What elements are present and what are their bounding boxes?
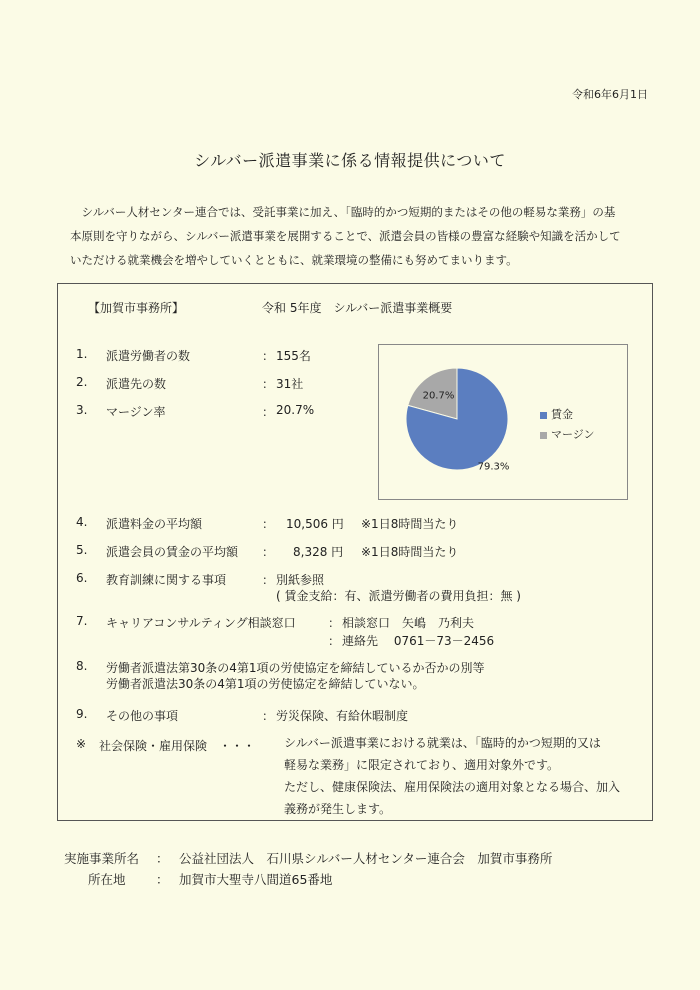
item-note: ※1日8時間当たり (361, 517, 459, 531)
footer-colon: ： (156, 872, 169, 887)
item-colon: ： (262, 573, 275, 587)
item-number: 9. (76, 707, 88, 721)
item-colon: ： (262, 517, 275, 531)
pie-chart (379, 345, 629, 501)
item-label: 派遣会員の賃金の平均額 (106, 545, 239, 559)
item-value: 31社 (276, 377, 304, 391)
note-line: 義務が発生します。 (284, 802, 392, 816)
item-label: 労働者派遣法第30条の4第1項の労使協定を締結しているか否かの別等 (106, 661, 485, 675)
item-value: 相談窓口 矢嶋 乃利夫 (342, 616, 475, 630)
item-colon: ： (262, 545, 275, 559)
item-number: 5. (76, 543, 88, 557)
footer-colon: ： (156, 851, 169, 866)
note-line: シルバー派遣事業における就業は、「臨時的かつ短期的又は (284, 736, 601, 750)
intro-line: いただける就業機会を増やしていくとともに、就業環境の整備にも努めてまいります。 (70, 253, 518, 267)
office-value: 公益社団法人 石川県シルバー人材センター連合会 加賀市事務所 (179, 851, 553, 866)
legend-swatch (540, 412, 547, 419)
item-value: 別紙参照 (276, 573, 325, 587)
item-number: 4. (76, 515, 88, 529)
item-colon: ： (262, 377, 275, 391)
address-value: 加賀市大聖寺八間道65番地 (179, 872, 333, 887)
note-marker: ※ (76, 737, 87, 751)
item-label: その他の事項 (106, 709, 179, 723)
item-value: 10,506 円 (286, 517, 344, 531)
intro-paragraph (70, 200, 645, 272)
item-colon: ： (262, 349, 275, 363)
item-number: 2. (76, 375, 88, 389)
item-number: 7. (76, 614, 88, 628)
item-label: 派遣先の数 (106, 377, 167, 391)
item-label: マージン率 (106, 405, 166, 419)
legend-item-wage (540, 406, 573, 422)
item-number: 3. (76, 403, 88, 417)
item-colon: ： (262, 405, 275, 419)
note-label: 社会保険・雇用保険 ・・・ (99, 739, 256, 753)
item-colon: ： (328, 616, 341, 630)
note-text (284, 732, 636, 820)
office-label: 実施事業所名 (64, 851, 140, 866)
summary-heading: 令和 5年度 シルバー派遣事業概要 (262, 301, 453, 315)
item-colon: ： (262, 709, 275, 723)
item-label: 派遣料金の平均額 (106, 517, 203, 531)
item-label: 教育訓練に関する事項 (106, 573, 227, 587)
item-value-detail: ( 賃金支給：有、派遣労働者の費用負担：無 ) (276, 589, 521, 603)
item-value-detail: 連絡先 0761－73－2456 (342, 634, 495, 648)
item-label: 派遣労働者の数 (106, 349, 191, 363)
office-heading: 【加賀市事務所】 (88, 301, 185, 315)
issue-date: 令和6年6月1日 (572, 88, 648, 101)
item-value: 8,328 円 (293, 545, 344, 559)
item-colon: ： (328, 634, 341, 648)
item-label: キャリアコンサルティング相談窓口 (106, 616, 296, 630)
note-line: 軽易な業務」に限定されており、適用対象外です。 (284, 758, 560, 772)
item-number: 1. (76, 347, 88, 361)
note-line: ただし、健康保険法、雇用保険法の適用対象となる場合、加入 (284, 780, 621, 794)
item-label-detail: 労働者派遣法30条の4第1項の労使協定を締結していない。 (106, 677, 425, 691)
intro-line: シルバー人材センター連合では、受託事業に加え、「臨時的かつ短期的またはその他の軽易な業務」の基 (81, 205, 616, 219)
legend-swatch (540, 432, 547, 439)
pie-data-label: 20.7% (422, 390, 455, 402)
item-value: 155名 (276, 349, 311, 363)
item-value: 労災保険、有給休暇制度 (276, 709, 409, 723)
legend-label: 賃金 (551, 408, 573, 421)
item-value: 20.7% (276, 403, 315, 417)
item-number: 6. (76, 571, 88, 585)
pie-chart-frame (378, 344, 628, 500)
item-note: ※1日8時間当たり (361, 545, 459, 559)
legend-item-margin (540, 426, 595, 442)
item-number: 8. (76, 659, 88, 673)
pie-data-label: 79.3% (477, 461, 510, 473)
intro-line: 本原則を守りながら、シルバー派遣事業を展開することで、派遣会員の皆様の豊富な経験や知識を活かして (70, 229, 621, 243)
legend-label: マージン (551, 428, 595, 441)
address-label: 所在地 (88, 872, 126, 887)
page-title: シルバー派遣事業に係る情報提供について (194, 151, 506, 170)
